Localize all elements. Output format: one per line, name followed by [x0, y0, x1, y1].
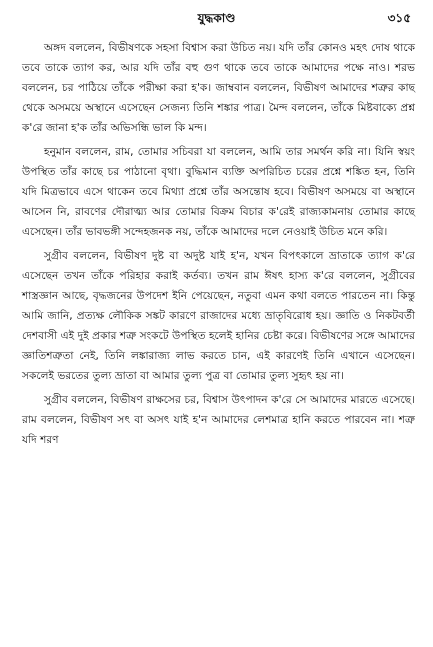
paragraph-hanuman: হনুমান বললেন, রাম, তোমার সচিবরা যা বললেন, আমি তার সমর্থন করি না। যিনি স্বয়ং উপস্থিত তাঁর কাছে চর পাঠানো বৃথা। বুদ্ধিমান ব্যক্তি অপরিচিত চরের প্রশ্নে শঙ্কিত হন, তিনি যদি মিত্রভাবে এসে থাকেন তবে মিথ্যা প্রশ্নে তাঁর অসন্তোষ হবে। বিভীষণ অসময়ে বা অস্থানে আসেন নি, রাবণের দৌরাত্ম্য আর তোমার বিক্রম বিচার ক'রেই রাজ্যকামনায় তোমার কাছে এসেছেন। তাঁর ভাবভঙ্গী সন্দেহজনক নয়, তাঁকে আমাদের দলে নেওয়াই উচিত মনে করি।	[22, 146, 415, 238]
chapter-title: যুদ্ধকাণ্ড	[197, 11, 236, 25]
paragraph-sugriva-rama: সুগ্রীব বললেন, বিভীষণ দুষ্ট বা অদুষ্ট যাই হ'ন, যখন বিপৎকালে ভ্রাতাকে ত্যাগ ক'রে এসেছেন তখন তাঁকে পরিহার করাই কর্তব্য। তখন রাম ঈষৎ হাস্য ক'রে বললেন, সুগ্রীবের শাস্ত্রজ্ঞান আছে, বৃদ্ধজনের উপদেশ ইনি পেয়েছেন, নতুবা এমন কথা বলতে পারতেন না। কিন্তু আমি জানি, প্রত্যক্ষ লৌকিক সঙ্কট কারণে রাজাদের মধ্যে ভ্রাতৃবিরোধ হয়। জ্ঞাতি ও নিকটবর্তী দেশবাসী এই দুই প্রকার শত্রু সংকটে উপস্থিত হলেই হানির চেষ্টা করে। বিভীষণের সঙ্গে আমাদের জ্ঞাতিশত্রুতা নেই, তিনি লঙ্কারাজ্য লাভ করতে চান, এই কারণেই তিনি এখানে এসেছেন। সকলেই ভরতের তুল্য ভ্রাতা বা আমার তুল্য পুত্র বা তোমার তুল্য সুহৃৎ হয় না।	[22, 250, 415, 382]
running-head	[22, 10, 411, 30]
page-number: ৩১৫	[387, 11, 411, 25]
paragraph-sugriva-spy: সুগ্রীব বললেন, বিভীষণ রাক্ষসের চর, বিশ্বাস উৎপাদন ক'রে সে আমাদের মারতে এসেছে। রাম বললেন, বিভীষণ সৎ বা অসৎ যাই হ'ন আমাদের লেশমাত্র হানি করতে পারবেন না। শত্রু যদি শরণ	[22, 394, 415, 446]
body-text	[22, 38, 415, 450]
paragraph-angad: অঙ্গদ বললেন, বিভীষণকে সহসা বিশ্বাস করা উচিত নয়। যদি তাঁর কোনও মহৎ দোষ থাকে তবে তাকে ত্যাগ কর, আর যদি তাঁর বহু গুণ থাকে তবে তাকে আমাদের পক্ষে নাও। শরভ বললেন, চর পাঠিয়ে তাঁকে পরীক্ষা করা হ'ক। জাম্ববান বললেন, বিভীষণ আমাদের শত্রুর কাছ থেকে অসময়ে অস্থানে এসেছেন সেজন্য তিনি শঙ্কার পাত্র। মৈন্দ বললেন, তাঁকে মিষ্টবাক্যে প্রশ্ন ক'রে জানা হ'ক তাঁর অভিসন্ধি ভাল কি মন্দ।	[22, 42, 415, 134]
